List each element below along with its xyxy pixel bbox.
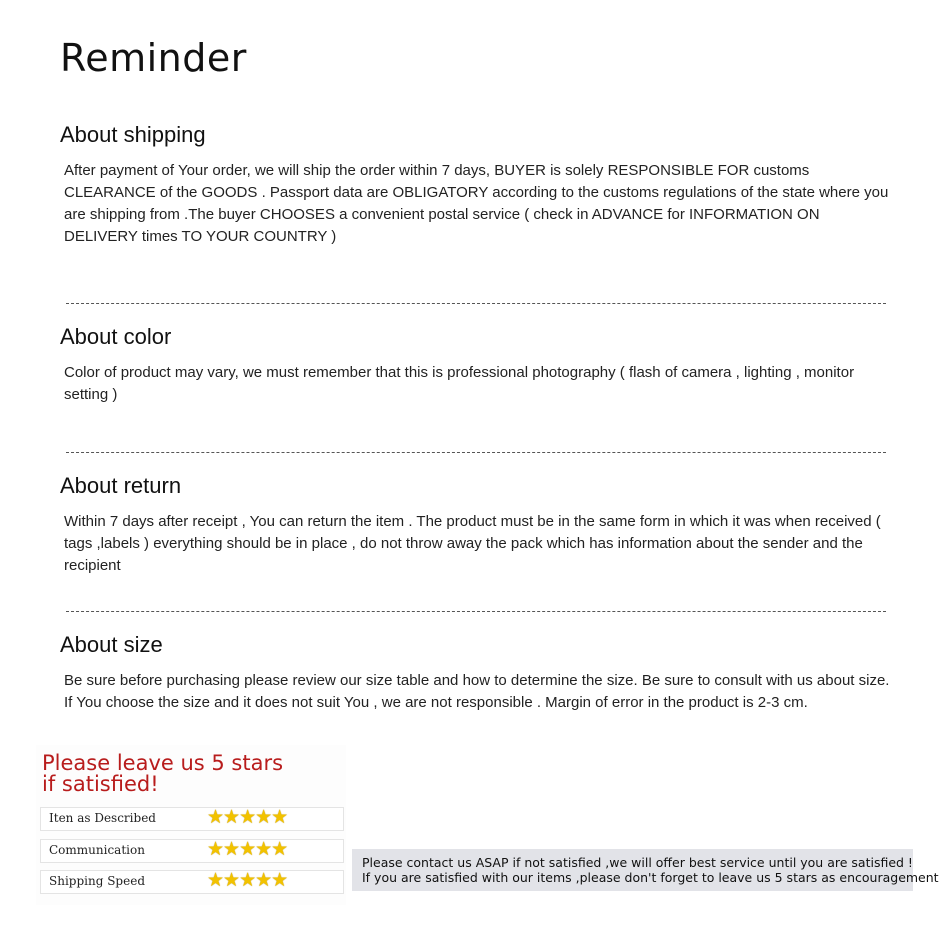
- rating-row-communication: [40, 839, 344, 863]
- section-heading: About return: [60, 473, 182, 498]
- rating-row-shipping-speed: [40, 870, 344, 894]
- dashed-divider: [66, 452, 886, 453]
- rating-heading: [42, 753, 283, 795]
- section-heading: About color: [60, 324, 172, 349]
- contact-line-2: If you are satisfied with our items ,please don't forget to leave us 5 stars as encouragement: [362, 870, 939, 885]
- section-color: [60, 324, 890, 406]
- contact-box: [352, 849, 939, 891]
- rating-panel: [36, 745, 346, 905]
- rating-row-item-described: [40, 807, 344, 831]
- section-body: Within 7 days after receipt , You can return the item . The product must be in the same form in which it was when received ( tags ,labels ) everything should be in place , do not throw away the pack which has information about the sender and the recipient: [64, 513, 881, 574]
- five-star-rating-icon: ★★★★★: [207, 870, 288, 891]
- section-heading: About size: [60, 632, 163, 657]
- five-star-rating-icon: ★★★★★: [207, 807, 288, 828]
- section-body: Be sure before purchasing please review our size table and how to determine the size. Be sure to consult with us about size. If You choose the size and it does not suit You , we are not responsible . Margin of error in the product is 2-3 cm.: [64, 672, 890, 711]
- contact-line-1: Please contact us ASAP if not satisfied ,we will offer best service until you are satisfied !: [362, 855, 913, 870]
- five-star-rating-icon: ★★★★★: [207, 839, 288, 860]
- dashed-divider: [66, 303, 886, 304]
- section-shipping: [60, 122, 890, 248]
- section-return: [60, 473, 890, 577]
- rating-label: Communication: [49, 843, 145, 857]
- rating-heading-line2: if satisfied!: [42, 772, 159, 796]
- rating-label: Iten as Described: [49, 811, 156, 825]
- section-body: Color of product may vary, we must remember that this is professional photography ( flash of camera , lighting , monitor setting ): [64, 364, 855, 403]
- section-heading: About shipping: [60, 122, 206, 147]
- section-size: [60, 632, 890, 714]
- rating-heading-line1: Please leave us 5 stars: [42, 751, 284, 775]
- dashed-divider: [66, 611, 886, 612]
- page-title: Reminder: [60, 36, 247, 80]
- rating-label: Shipping Speed: [49, 874, 145, 888]
- section-body: After payment of Your order, we will ship the order within 7 days, BUYER is solely RESPONSIBLE FOR customs CLEARANCE of the GOODS . Passport data are OBLIGATORY according to the customs regulations of the state where you are shipping from .The buyer CHOOSES a convenient postal service ( check in ADVANCE for INFORMATION ON DELIVERY times TO YOUR COUNTRY ): [64, 162, 889, 245]
